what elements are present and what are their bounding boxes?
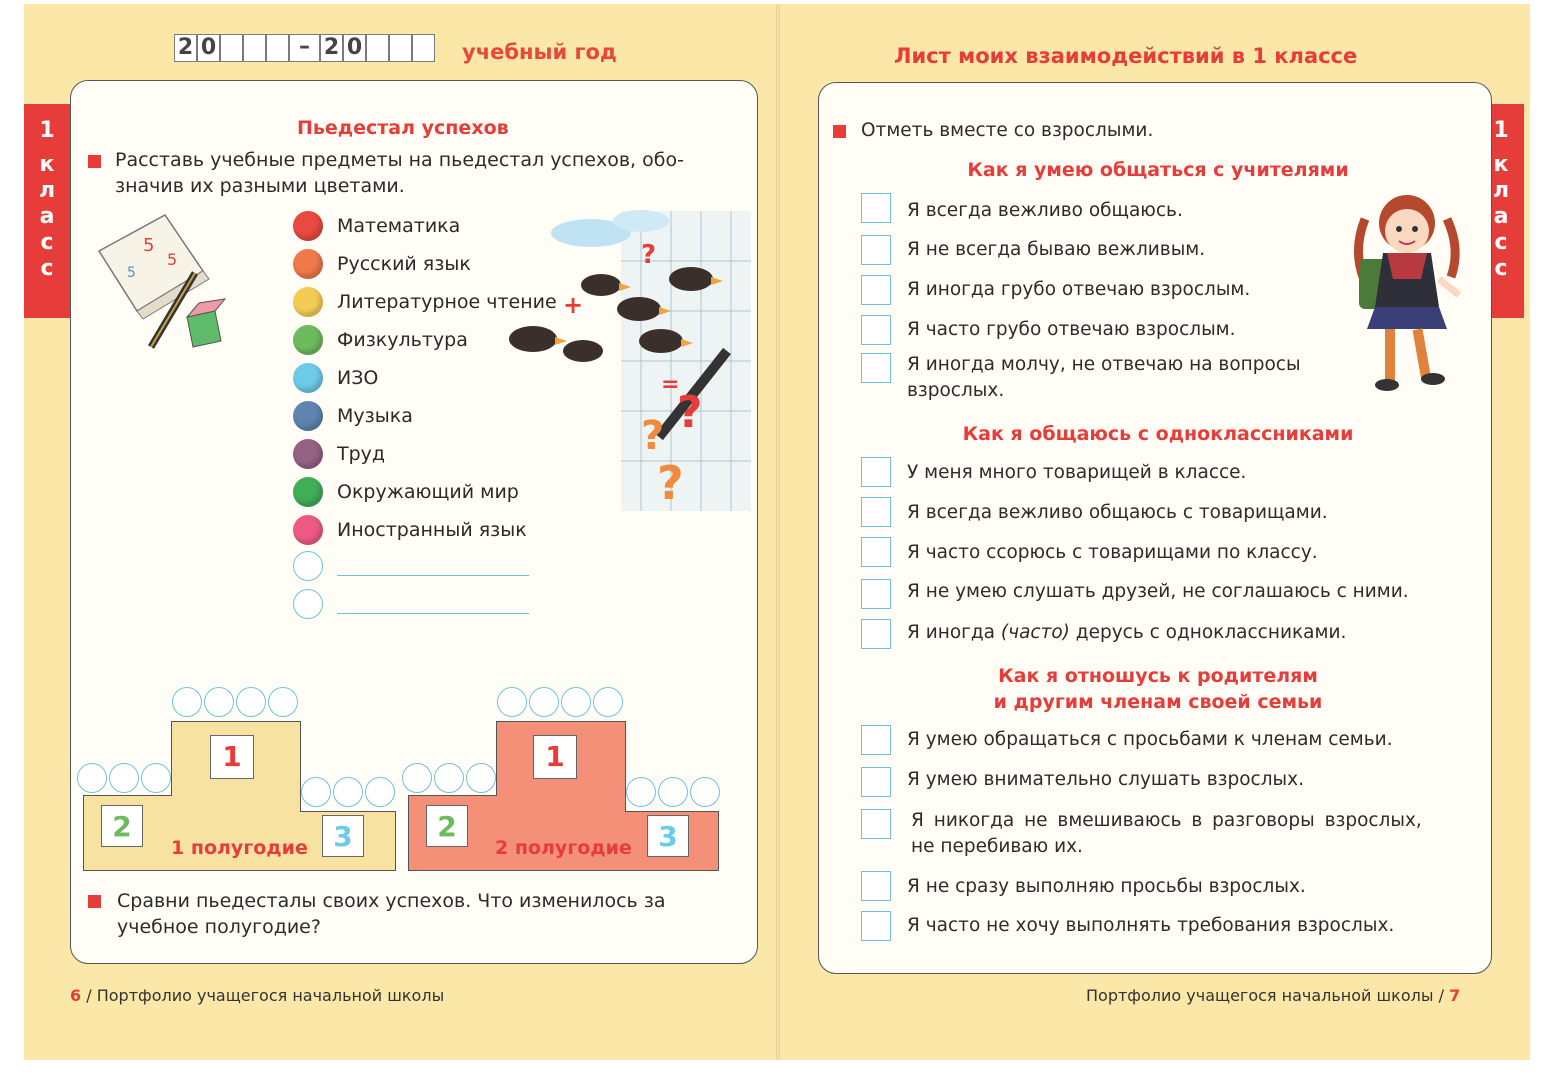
checkbox[interactable] (861, 235, 891, 265)
checklist-item: Я часто не хочу выполнять требования взрослых. (907, 915, 1395, 936)
mark-ring[interactable] (434, 763, 464, 793)
third-place-number: 3 (322, 815, 364, 857)
checklist-item: Я иногда грубо отвечаю взрослым. (907, 279, 1251, 300)
checklist-item: Я иногда молчу, не отвечаю на вопросы (907, 354, 1301, 375)
checkbox[interactable] (861, 537, 891, 567)
checklist-item: Я не умею слушать друзей, не соглашаюсь с ними. (907, 581, 1409, 602)
year-blank-cell[interactable] (412, 34, 435, 62)
subject-item: ИЗО (293, 363, 378, 393)
color-dot[interactable] (293, 363, 323, 393)
mark-ring[interactable] (690, 777, 720, 807)
svg-text:?: ? (657, 456, 684, 510)
subject-item: Иностранный язык (293, 515, 527, 545)
right-page (780, 4, 1530, 1060)
checklist-item: Я всегда вежливо общаюсь с товарищами. (907, 502, 1328, 523)
checklist-item: Я не сразу выполняю просьбы взрослых. (907, 876, 1306, 897)
checklist-item: Я иногда (часто) дерусь с одноклассниками. (907, 622, 1347, 643)
mark-ring[interactable] (333, 777, 363, 807)
svg-text:5: 5 (143, 235, 155, 256)
mark-ring[interactable] (365, 777, 395, 807)
section-title: Пьедестал успехов (297, 117, 509, 139)
year-digit: 2 (320, 34, 343, 62)
checklist-item: Я не всегда бываю вежливым. (907, 239, 1206, 260)
svg-text:5: 5 (127, 265, 136, 281)
podium-label: 2 полугодие (495, 837, 632, 859)
svg-text:?: ? (641, 413, 665, 459)
subject-item: Литературное чтение (293, 287, 557, 317)
section-title-family: Как я отношусь к родителям и другим членам своей семьи (993, 665, 1323, 713)
checkbox[interactable] (861, 497, 891, 527)
color-dot[interactable] (293, 249, 323, 279)
mark-ring[interactable] (268, 687, 298, 717)
page-number: 7 (1449, 986, 1461, 1005)
checkbox[interactable] (861, 871, 891, 901)
class-side-tab: 1 к л а с с (1478, 104, 1524, 318)
empty-color-dot[interactable] (293, 551, 323, 581)
class-side-tab: 1 к л а с с (24, 104, 70, 318)
svg-text:=: = (661, 372, 680, 397)
svg-text:?: ? (641, 240, 657, 270)
subject-item: Окружающий мир (293, 477, 519, 507)
second-place-number: 2 (426, 805, 468, 847)
bullet-marker (833, 125, 846, 138)
mark-ring[interactable] (109, 763, 139, 793)
color-dot[interactable] (293, 515, 323, 545)
left-page (24, 4, 776, 1060)
instruction-text: Отметь вместе со взрослыми. (861, 120, 1154, 141)
mark-ring[interactable] (497, 687, 527, 717)
section-title-teachers: Как я умею общаться с учителями (967, 159, 1349, 181)
bullet-marker (88, 155, 101, 168)
svg-text:?: ? (677, 387, 703, 438)
mark-ring[interactable] (204, 687, 234, 717)
checklist-item: Я никогда не вмешиваюсь в разговоры взрослых, (911, 810, 1422, 831)
first-place-number: 1 (533, 735, 577, 779)
checkbox[interactable] (861, 809, 891, 839)
checkbox[interactable] (861, 353, 891, 383)
year-digit: 0 (343, 34, 366, 62)
mark-ring[interactable] (141, 763, 171, 793)
mark-ring[interactable] (529, 687, 559, 717)
checklist-item: У меня много товарищей в классе. (907, 462, 1247, 483)
checkbox[interactable] (861, 725, 891, 755)
checkbox[interactable] (861, 767, 891, 797)
color-dot[interactable] (293, 401, 323, 431)
year-blank-cell[interactable] (220, 34, 243, 62)
year-digit: 2 (174, 34, 197, 62)
checklist-item: Я умею обращаться с просьбами к членам семьи. (907, 729, 1393, 750)
first-place-number: 1 (210, 735, 254, 779)
school-year-label: учебный год (462, 40, 617, 64)
page-footer: Портфолио учащегося начальной школы / 7 (1086, 986, 1461, 1005)
checkbox[interactable] (861, 619, 891, 649)
page-header: Лист моих взаимодействий в 1 классе (894, 44, 1358, 68)
year-separator: – (289, 34, 320, 62)
checkbox[interactable] (861, 275, 891, 305)
year-blank-cell[interactable] (243, 34, 266, 62)
question-line: учебное полугодие? (117, 916, 321, 938)
mark-ring[interactable] (466, 763, 496, 793)
bullet-marker (88, 895, 101, 908)
checklist-item: Я всегда вежливо общаюсь. (907, 200, 1183, 221)
checkbox[interactable] (861, 911, 891, 941)
success-pedestal-panel (70, 80, 758, 964)
color-dot[interactable] (293, 439, 323, 469)
svg-text:+: + (563, 291, 584, 319)
mark-ring[interactable] (658, 777, 688, 807)
notebook-pen-illustration (93, 207, 233, 357)
checklist-item: Я часто ссорюсь с товарищами по классу. (907, 542, 1318, 563)
checkbox[interactable] (861, 315, 891, 345)
school-year-field (174, 34, 435, 62)
mark-ring[interactable] (561, 687, 591, 717)
year-blank-cell[interactable] (389, 34, 412, 62)
checklist-item: Я умею внимательно слушать взрослых. (907, 769, 1304, 790)
year-digit: 0 (197, 34, 220, 62)
checkbox[interactable] (861, 579, 891, 609)
mark-ring[interactable] (593, 687, 623, 717)
section-title-classmates: Как я общаюсь с одноклассниками (962, 423, 1354, 445)
year-blank-cell[interactable] (266, 34, 289, 62)
mark-ring[interactable] (172, 687, 202, 717)
year-blank-cell[interactable] (366, 34, 389, 62)
instruction-line: Расставь учебные предметы на пьедестал успехов, обо- (115, 149, 684, 171)
page-number: 6 (70, 986, 82, 1005)
mark-ring[interactable] (626, 777, 656, 807)
mark-ring[interactable] (236, 687, 266, 717)
color-dot[interactable] (293, 325, 323, 355)
subject-item: Труд (293, 439, 385, 469)
subject-item: Русский язык (293, 249, 471, 279)
checklist-item-continuation: взрослых. (907, 380, 1005, 401)
color-dot[interactable] (293, 477, 323, 507)
footer-title: Портфолио учащегося начальной школы (1086, 986, 1434, 1005)
podium-label: 1 полугодие (171, 837, 308, 859)
custom-subject-item (293, 551, 529, 581)
checklist-item: Я часто грубо отвечаю взрослым. (907, 319, 1236, 340)
birds-question-illustration (491, 201, 761, 521)
instruction-line: значив их разными цветами. (115, 175, 405, 197)
svg-text:5: 5 (167, 250, 178, 269)
page-footer: 6 / Портфолио учащегося начальной школы (70, 986, 445, 1005)
mark-ring[interactable] (301, 777, 331, 807)
subject-item: Математика (293, 211, 460, 241)
empty-color-dot[interactable] (293, 589, 323, 619)
custom-subject-item (293, 589, 529, 619)
interaction-sheet-panel (818, 82, 1492, 974)
footer-title: Портфолио учащегося начальной школы (96, 986, 445, 1005)
subject-item: Музыка (293, 401, 413, 431)
mark-ring[interactable] (77, 763, 107, 793)
question-line: Сравни пьедесталы своих успехов. Что изменилось за (117, 890, 666, 912)
color-dot[interactable] (293, 211, 323, 241)
third-place-number: 3 (647, 815, 689, 857)
mark-ring[interactable] (402, 763, 432, 793)
girl-with-backpack-illustration (1347, 189, 1469, 399)
second-place-number: 2 (101, 805, 143, 847)
checklist-item-continuation: не перебиваю их. (911, 836, 1083, 857)
subject-write-line[interactable] (337, 613, 529, 614)
checkbox[interactable] (861, 193, 891, 223)
subject-item: Физкультура (293, 325, 468, 355)
color-dot[interactable] (293, 287, 323, 317)
checkbox[interactable] (861, 457, 891, 487)
subject-write-line[interactable] (337, 575, 529, 576)
